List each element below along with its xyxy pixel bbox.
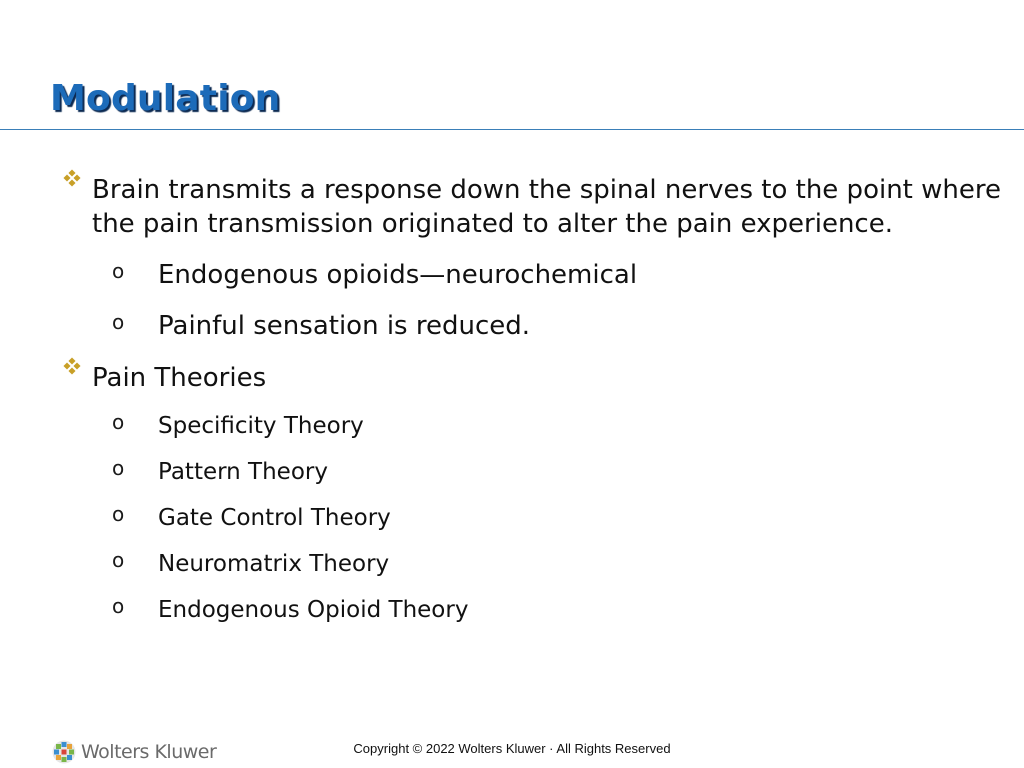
circle-bullet-icon: o [112,502,125,526]
diamond-bullet-icon [62,357,82,377]
circle-bullet-icon: o [112,310,125,334]
sub-bullet-text: Endogenous Opioid Theory [158,597,469,623]
sub-bullet-item [112,548,958,579]
sub-bullet-item [112,258,958,292]
bullet-text: Pain Theories [92,363,267,393]
circle-bullet-icon: o [112,548,125,572]
sub-bullet-text: Endogenous opioids—neurochemical [158,260,638,290]
sub-bullet-text: Gate Control Theory [158,505,391,531]
copyright-text: Copyright © 2022 Wolters Kluwer · All Rights Reserved [353,741,671,756]
sub-bullet-item [112,410,958,441]
bullet-item [92,361,1012,395]
sub-bullet-item [112,594,958,625]
sub-bullet-text: Pattern Theory [158,459,328,485]
circle-bullet-icon: o [112,410,125,434]
sub-bullet-text: Painful sensation is reduced. [158,311,531,341]
sub-bullet-item [112,456,958,487]
sub-bullet-text: Neuromatrix Theory [158,551,390,577]
title-divider [0,129,1024,130]
bullet-text: Brain transmits a response down the spinal nerves to the point where the pain transmission originated to alter the pain experience. [92,175,1001,239]
circle-bullet-icon: o [112,456,125,480]
sub-bullet-item [112,502,958,533]
sub-bullet-text: Specificity Theory [158,413,364,439]
logo-wordmark: Wolters Kluwer [81,741,217,763]
sub-bullet-item [112,309,958,343]
slide-title: Modulation [50,78,281,119]
diamond-bullet-icon [62,169,82,189]
bullet-item [92,173,1012,241]
circle-bullet-icon: o [112,594,125,618]
circle-bullet-icon: o [112,259,125,283]
